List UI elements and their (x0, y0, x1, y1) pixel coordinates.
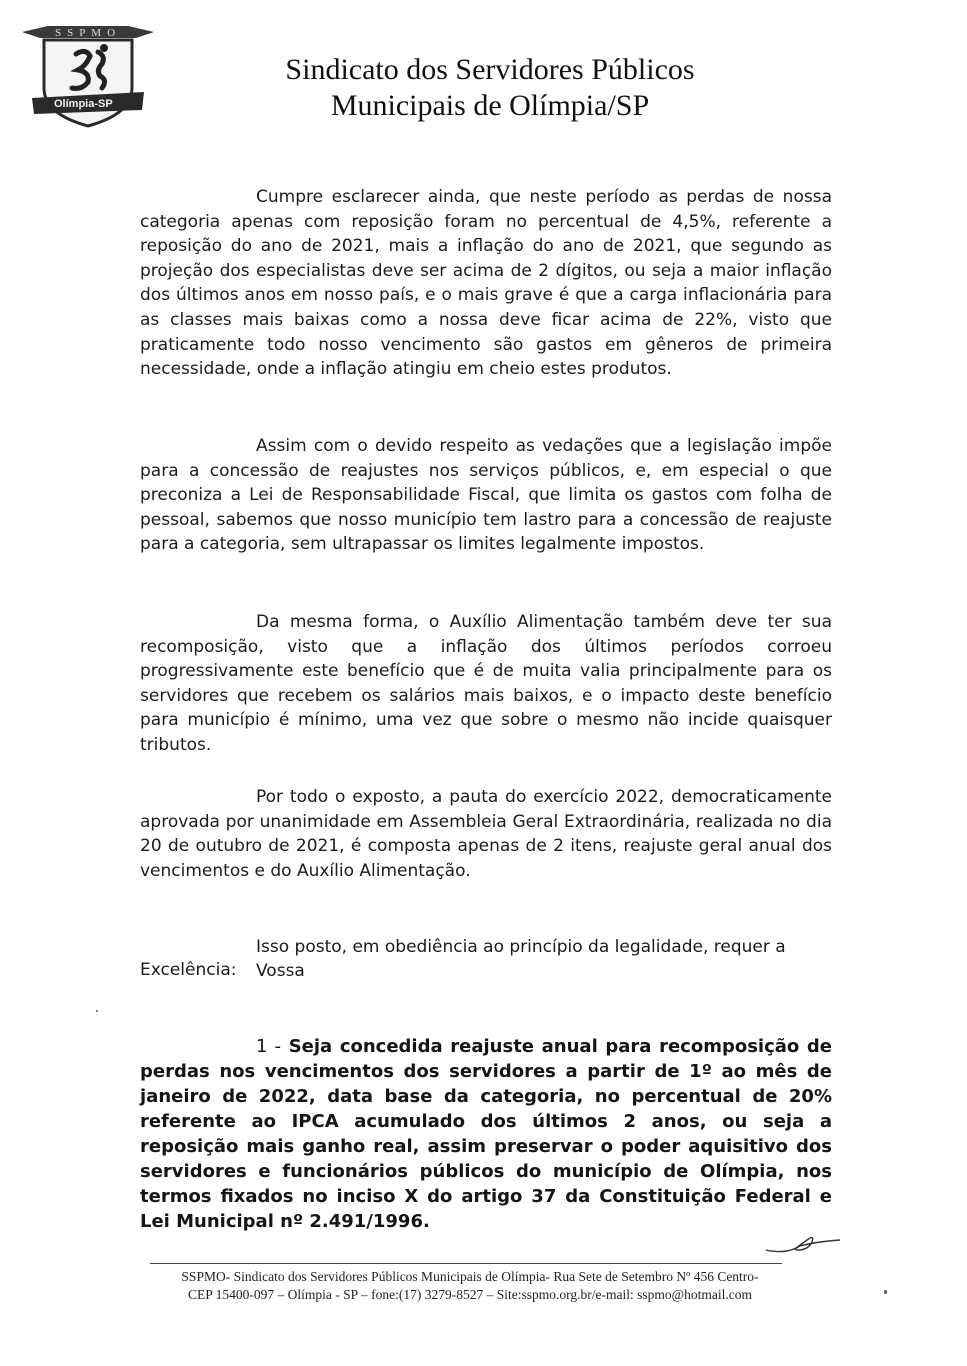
request-item-number: 1 - (256, 1036, 282, 1057)
logo-label: Olímpia-SP (54, 98, 113, 110)
footer-line-2: CEP 15400-097 – Olímpia - SP – fone:(17) 3279-8527 – Site:sspmo.org.br/e-mail: sspmo@hotmail.com (188, 1287, 752, 1302)
paragraph-3 (140, 610, 832, 758)
page-footer (120, 1268, 820, 1304)
svg-text:SSPMO: SSPMO (54, 27, 122, 39)
scan-speck (884, 1290, 887, 1294)
request-item-text: Seja concedida reajuste anual para recomposição de perdas nos vencimentos dos servidores a partir de 1º ao mês de janeiro de 2022, data base da categoria, no percentual de 20% referente ao IPCA acumulado dos últimos 2 anos, ou seja a reposição mais ganho real, assim preservar o poder aquisitivo dos servidores e funcionários públicos do município de Olímpia, nos termos fixados no inciso X do artigo 37 da Constituição Federal e Lei Municipal nº 2.491/1996. (140, 1036, 832, 1232)
header-line-2: Municipais de Olímpia/SP (330, 89, 650, 122)
request-item-1 (140, 1034, 832, 1234)
signature (760, 1228, 850, 1258)
request-intro-line-1: Isso posto, em obediência ao princípio da legalidade, requer a Vossa (256, 937, 786, 981)
page-header (230, 52, 750, 124)
scan-speck (96, 1010, 98, 1012)
footer-rule (150, 1263, 782, 1264)
paragraph-4 (140, 785, 832, 883)
paragraph-1 (140, 185, 832, 382)
paragraph-2-text: Assim com o devido respeito as vedações que a legislação impõe para a concessão de reajustes nos serviços públicos, e, em especial o que preconiza a Lei de Responsabilidade Fiscal, que limita os gastos com folha de pessoal, sabemos que nosso município tem lastro para a concessão de reajuste para a categoria, sem ultrapassar os limites legalmente impostos. (140, 436, 832, 555)
footer-line-1: SSPMO- Sindicato dos Servidores Públicos Municipais de Olímpia- Rua Sete de Setembro Nº 456 Centro- (181, 1269, 759, 1284)
paragraph-3-text: Da mesma forma, o Auxílio Alimentação também deve ter sua recomposição, visto que a inflação dos últimos períodos corroeu progressivamente este benefício que é de muita valia principalmente para os servidores que recebem os salários mais baixos, e o impacto deste benefício para município é mínimo, uma vez que sobre o mesmo não incide quaisquer tributos. (140, 612, 832, 755)
header-line-1: Sindicato dos Servidores Públicos (285, 53, 695, 86)
paragraph-2 (140, 434, 832, 557)
paragraph-4-text: Por todo o exposto, a pauta do exercício 2022, democraticamente aprovada por unanimidade em Assembleia Geral Extraordinária, realizada no dia 20 de outubro de 2021, é composta apenas de 2 itens, reajuste geral anual dos vencimentos e do Auxílio Alimentação. (140, 787, 832, 881)
union-logo (18, 18, 158, 130)
request-intro-line-2: Excelência: (140, 960, 237, 980)
paragraph-1-text: Cumpre esclarecer ainda, que neste período as perdas de nossa categoria apenas com reposição foram no percentual de 4,5%, referente a reposição do ano de 2021, mais a inflação do ano de 2021, que segundo as projeção dos especialistas deve ser acima de 2 dígitos, ou seja a maior inflação dos últimos anos em nosso país, e o mais grave é que a carga inflacionária para as classes mais baixas como a nossa deve ficar acima de 22%, visto que praticamente todo nosso vencimento são gastos em gêneros de primeira necessidade, onde a inflação atingiu em cheio estes produtos. (140, 187, 832, 380)
